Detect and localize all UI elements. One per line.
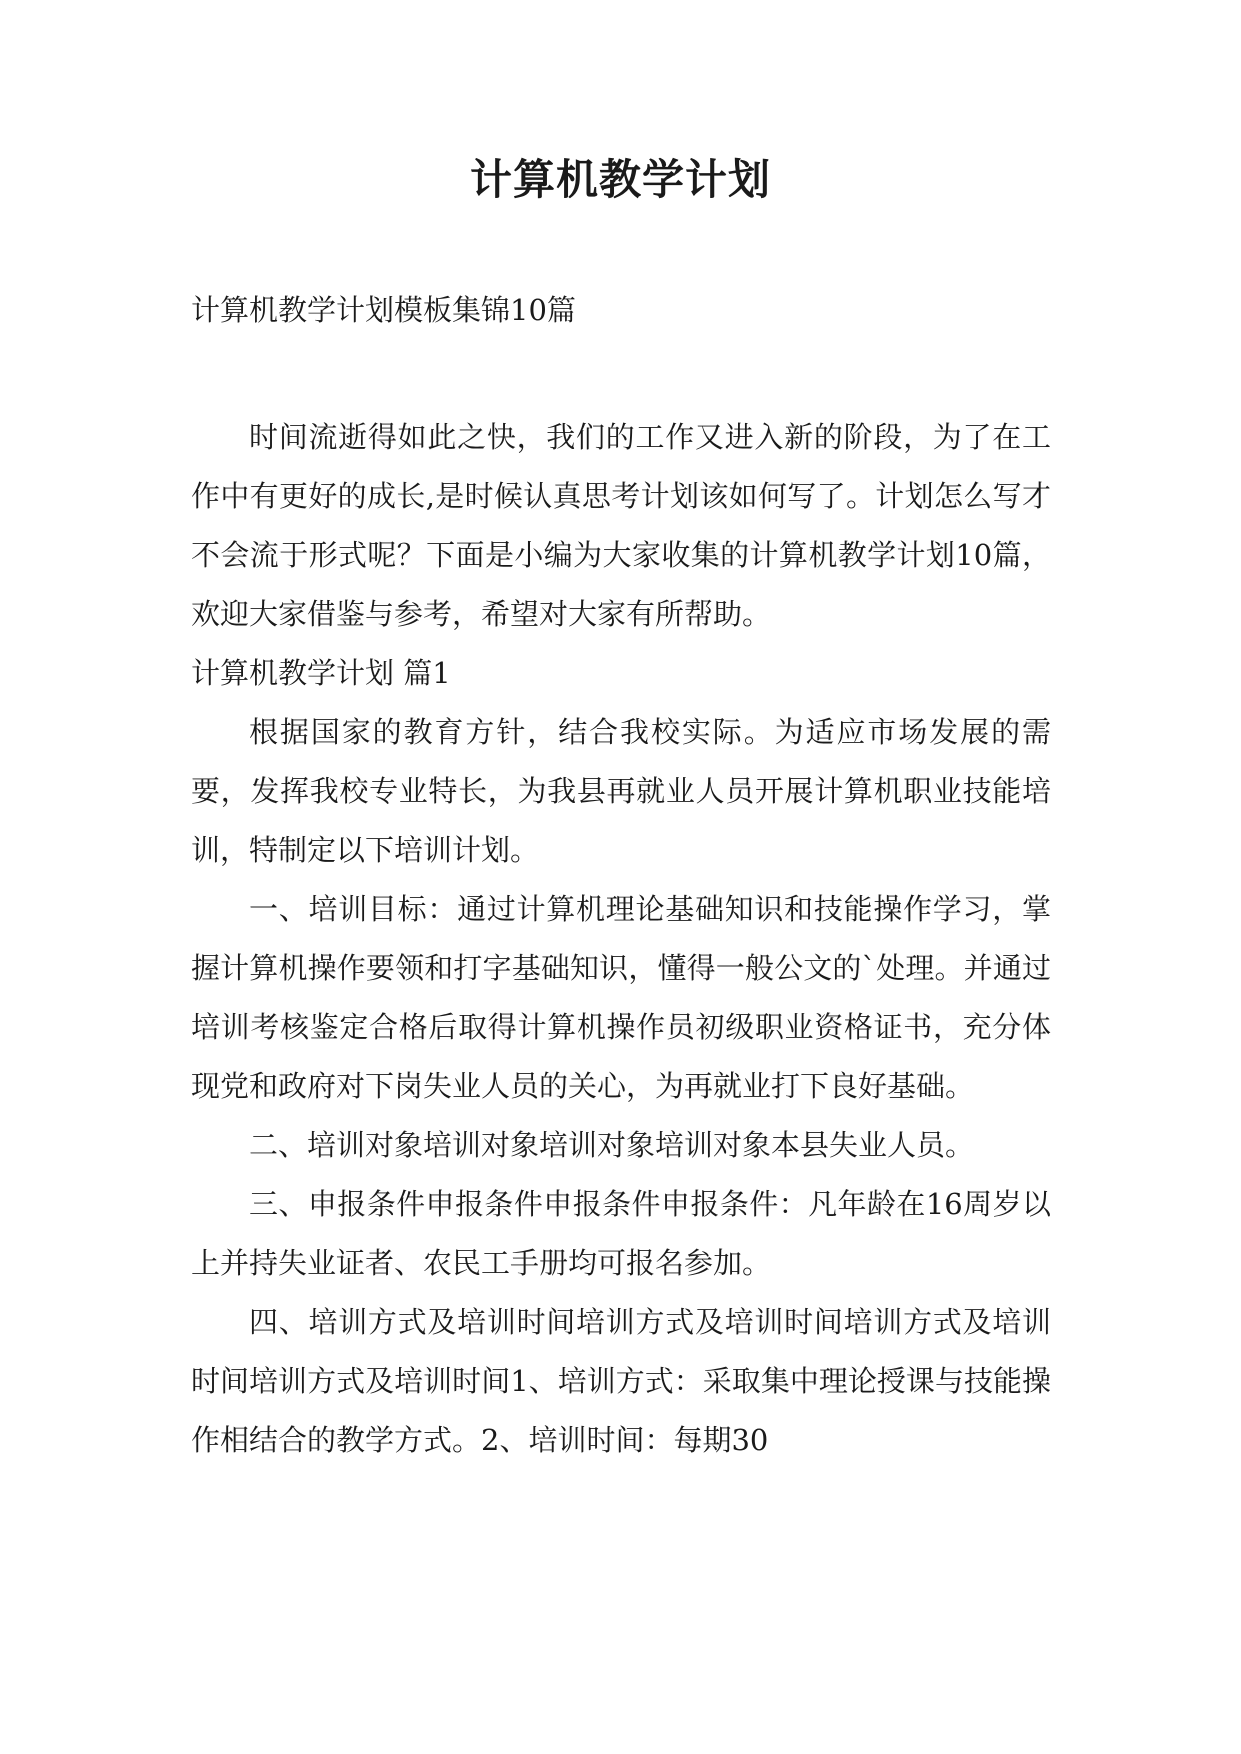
document-body	[191, 408, 1051, 1470]
document-title: 计算机教学计划	[469, 155, 771, 204]
body-paragraph: 二、培训对象培训对象培训对象培训对象本县失业人员。	[249, 1128, 975, 1162]
section-heading: 计算机教学计划 篇1	[191, 656, 451, 690]
body-paragraph: 四、培训方式及培训时间培训方式及培训时间培训方式及培训时间培训方式及培训时间1、培训方式：采取集中理论授课与技能操作相结合的教学方式。2、培训时间：每期30	[191, 1305, 1051, 1457]
body-paragraph: 一、培训目标：通过计算机理论基础知识和技能操作学习，掌握计算机操作要领和打字基础知识，懂得一般公文的`处理。并通过培训考核鉴定合格后取得计算机操作员初级职业资格证书，充分体现党和政府对下岗失业人员的关心，为再就业打下良好基础。	[191, 892, 1051, 1103]
body-paragraph: 三、申报条件申报条件申报条件申报条件：凡年龄在16周岁以上并持失业证者、农民工手册均可报名参加。	[191, 1187, 1051, 1280]
body-paragraph: 根据国家的教育方针，结合我校实际。为适应市场发展的需要，发挥我校专业特长，为我县再就业人员开展计算机职业技能培训，特制定以下培训计划。	[191, 715, 1051, 867]
document-subtitle: 计算机教学计划模板集锦10篇	[191, 293, 576, 327]
intro-paragraph: 时间流逝得如此之快，我们的工作又进入新的阶段，为了在工作中有更好的成长,是时候认真思考计划该如何写了。计划怎么写才不会流于形式呢？下面是小编为大家收集的计算机教学计划10篇，欢迎大家借鉴与参考，希望对大家有所帮助。	[191, 420, 1051, 631]
